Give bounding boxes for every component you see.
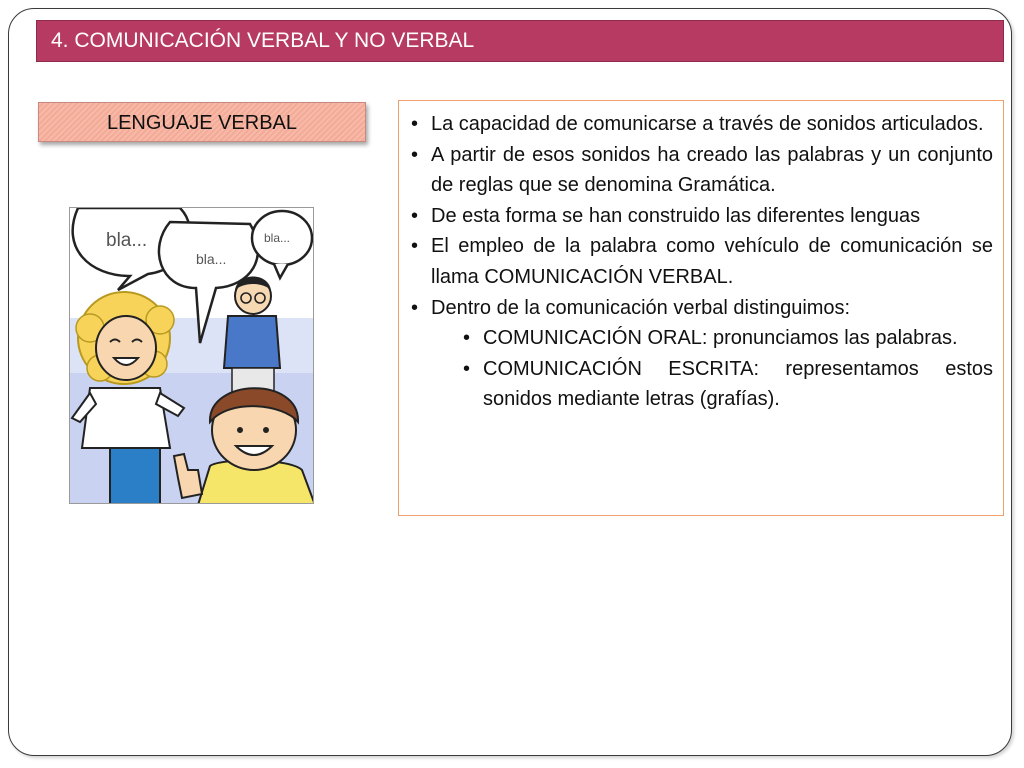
- lenguaje-verbal-badge: LENGUAJE VERBAL: [38, 102, 366, 142]
- bullet-dot: •: [463, 357, 471, 380]
- bullet-text: De esta forma se han construido las diferentes lenguas: [431, 204, 921, 227]
- bullet-item: [409, 231, 993, 292]
- bullet-dot: •: [411, 113, 419, 135]
- bullet-item: [409, 293, 993, 324]
- bullet-text: El empleo de la palabra como vehículo de comunicación se llama COMUNICACIÓN VERBAL.: [431, 235, 993, 288]
- content-box: [398, 100, 1004, 516]
- bullet-list: [409, 109, 993, 415]
- bullet-text: Dentro de la comunicación verbal distinguimos:: [431, 296, 851, 319]
- bullet-item: [409, 109, 993, 140]
- sub-bullet-item: [461, 354, 993, 415]
- sub-bullet-item: [461, 323, 993, 354]
- bullet-dot: •: [411, 143, 419, 166]
- bullet-text: La capacidad de comunicarse a través de sonidos articulados.: [431, 113, 984, 135]
- bullet-item: [409, 140, 993, 201]
- bullet-dot: •: [411, 204, 419, 227]
- sub-bullet-text: COMUNICACIÓN ORAL: pronunciamos las palabras.: [483, 327, 958, 350]
- bubble-text-1: bla...: [106, 230, 148, 251]
- bullet-dot: •: [411, 235, 419, 258]
- bubble-text-2: bla...: [196, 251, 227, 267]
- bullet-dot: •: [463, 327, 471, 350]
- slide-title: 4. COMUNICACIÓN VERBAL Y NO VERBAL: [36, 20, 1004, 62]
- bullet-dot: •: [411, 296, 419, 319]
- bullet-item: [409, 201, 993, 232]
- bullet-text: A partir de esos sonidos ha creado las palabras y un conjunto de reglas que se denomina Gramática.: [431, 143, 993, 197]
- sub-bullet-text: COMUNICACIÓN ESCRITA: representamos estos sonidos mediante letras (grafías).: [483, 357, 993, 411]
- children-talking-illustration: [69, 207, 314, 504]
- bubble-text-3: bla...: [264, 231, 291, 245]
